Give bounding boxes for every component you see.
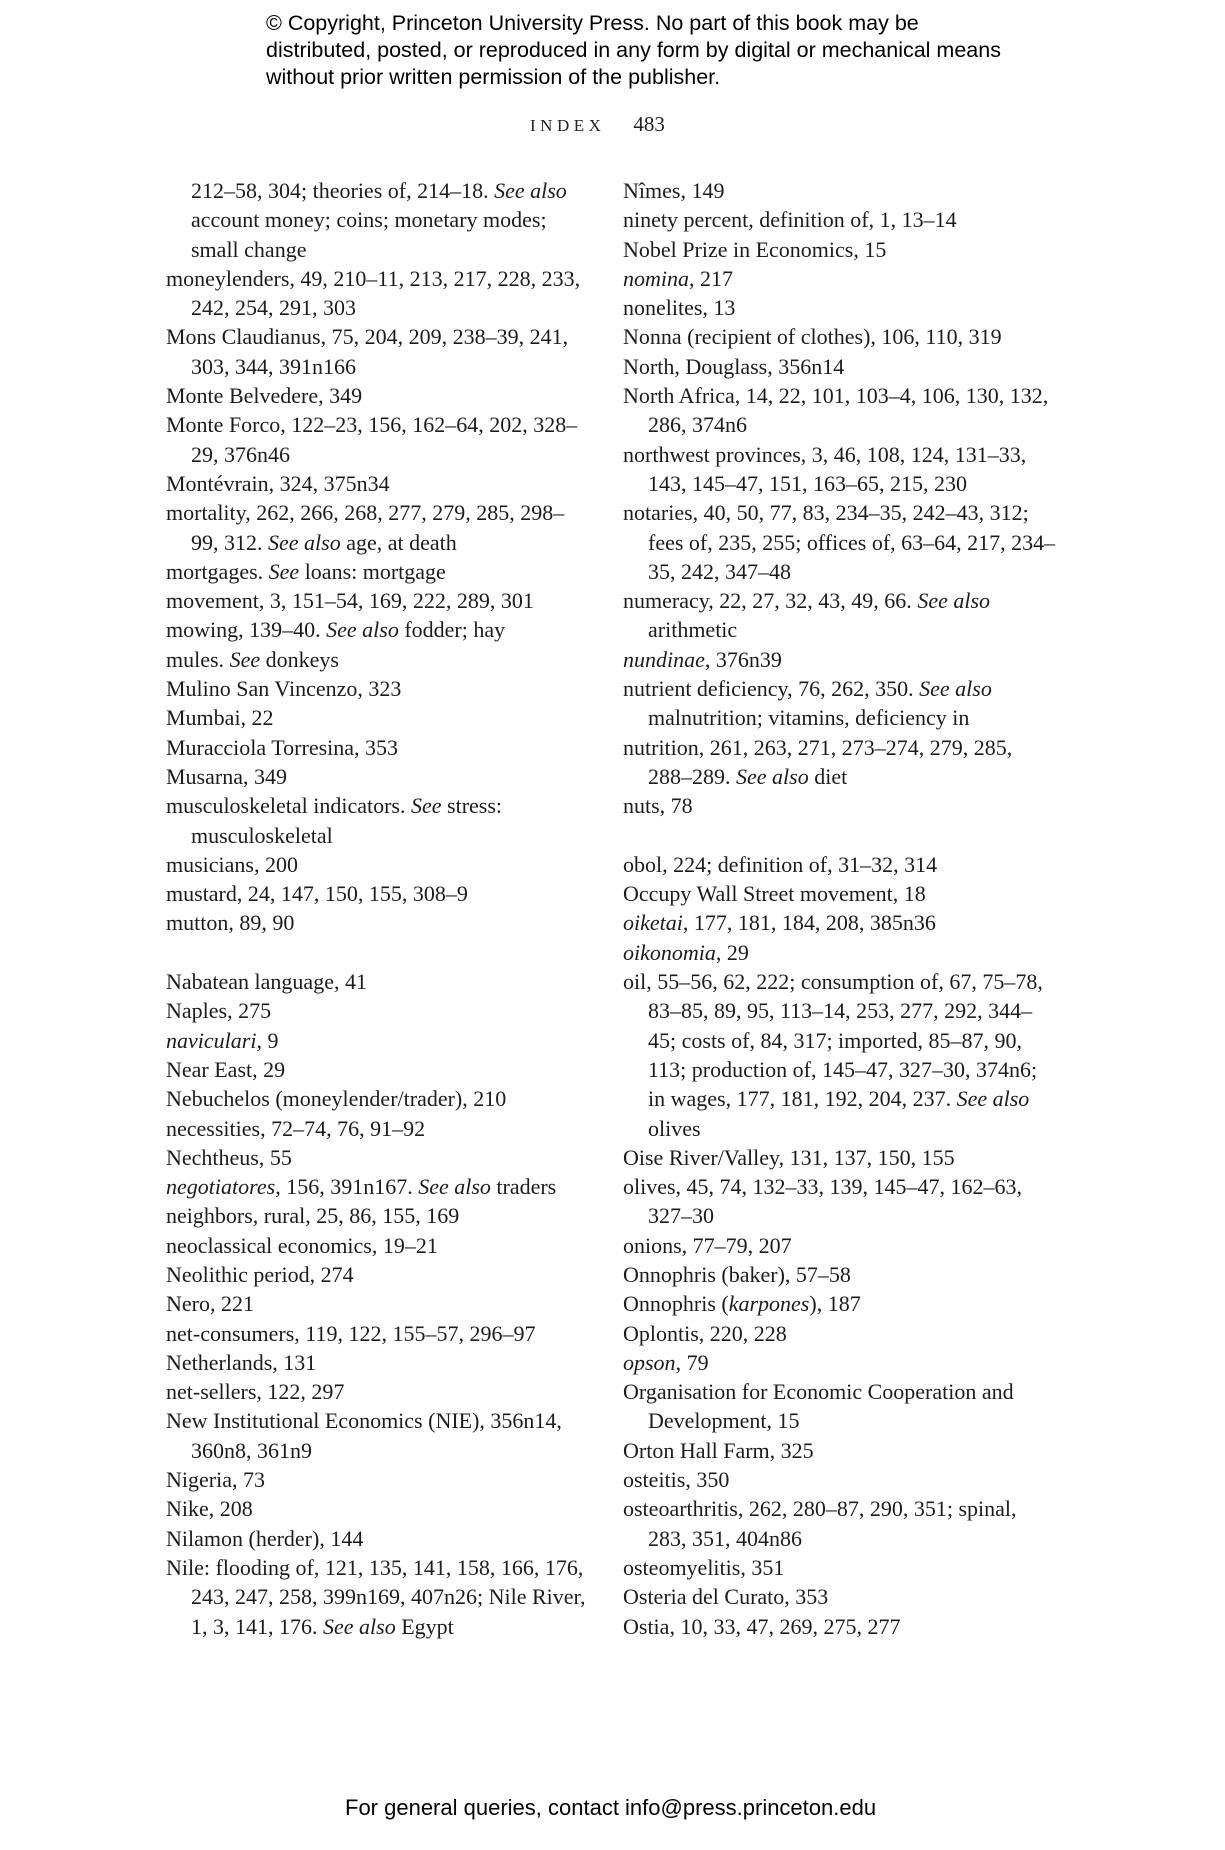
index-entry <box>623 879 1058 908</box>
index-entry <box>166 1377 591 1406</box>
index-entry-text: Muracciola Torresina, 353 <box>166 734 399 760</box>
index-entry <box>623 264 1058 293</box>
index-entry <box>623 293 1058 322</box>
index-entry-text: Oplontis, 220, 228 <box>623 1320 787 1346</box>
index-entry-text: Nilamon (herder), 144 <box>166 1525 364 1551</box>
index-entry <box>166 469 591 498</box>
index-entry-text: Oise River/Valley, 131, 137, 150, 155 <box>623 1144 955 1170</box>
index-entry <box>166 1260 591 1289</box>
section-gap <box>166 938 591 967</box>
index-entry <box>166 703 591 732</box>
index-entry-text: See also <box>494 178 567 203</box>
index-entry-text: Montévrain, 324, 375n34 <box>166 470 390 496</box>
index-entry <box>166 1524 591 1553</box>
index-entry-text: navicular <box>166 1027 251 1053</box>
index-entry-text: nutrient deficiency, 76, 262, 350. <box>623 676 920 702</box>
index-column-left <box>166 176 591 1641</box>
index-entry-text: Musarna, 349 <box>166 763 287 789</box>
contact-footer: For general queries, contact info@press.princeton.edu <box>345 1795 877 1820</box>
index-entry <box>166 1494 591 1523</box>
index-entry <box>166 1114 591 1143</box>
index-entry-text: , 79 <box>675 1349 709 1375</box>
index-entry-text: age, at death <box>340 529 457 555</box>
index-entry-text: onions, 77–79, 207 <box>623 1232 792 1258</box>
index-entry <box>623 1436 1058 1465</box>
index-entry-text: , 177, 181, 184, 208, 385n36 <box>682 910 936 936</box>
index-entry <box>623 322 1058 351</box>
index-entry-text: Ostia, 10, 33, 47, 269, 275, 277 <box>623 1613 901 1639</box>
index-entry-text: necessities, 72–74, 76, 91–92 <box>166 1115 426 1141</box>
index-entry <box>623 1319 1058 1348</box>
index-entry <box>623 1465 1058 1494</box>
index-entry-text: Egypt <box>395 1613 454 1639</box>
index-entry <box>623 733 1058 792</box>
index-entry <box>166 674 591 703</box>
index-entry <box>623 1231 1058 1260</box>
index-entry-text: Osteria del Curato, 353 <box>623 1584 829 1610</box>
index-entry-text: See <box>268 558 300 584</box>
index-entry-text: mortgages. <box>166 558 269 584</box>
index-entry-text: Nîmes, 149 <box>623 178 725 203</box>
index-entry <box>166 645 591 674</box>
index-entry-text: negotiatores <box>166 1174 276 1200</box>
index-entry-text: See also <box>418 1174 491 1200</box>
index-entry <box>166 498 591 557</box>
index-entry-text: oikonomia <box>623 939 716 965</box>
index-entry-text: opson <box>623 1349 676 1375</box>
index-entry <box>166 1553 591 1641</box>
index-entry-text: net-consumers, 119, 122, 155–57, 296–97 <box>166 1320 536 1346</box>
index-entry-text: , 156, 391n167. <box>275 1174 419 1200</box>
index-entry <box>623 908 1058 937</box>
index-entry-text: nonelites, 13 <box>623 295 736 321</box>
index-entry-text: nundinae <box>623 646 705 672</box>
index-entry-text: Nonna (recipient of clothes), 106, 110, 319 <box>623 324 1002 350</box>
index-entry-text: i <box>250 1027 257 1053</box>
index-entry <box>166 879 591 908</box>
index-entry-text: mowing, 139–40. <box>166 617 327 643</box>
index-entry-text: See also <box>917 588 991 614</box>
index-entry-text: Nigeria, 73 <box>166 1467 265 1493</box>
index-entry <box>623 674 1058 733</box>
index-entry <box>166 176 591 264</box>
index-entry-text: malnutrition; vitamins, deficiency in <box>648 705 970 731</box>
index-entry-text: See also <box>268 529 341 555</box>
index-entry <box>623 205 1058 234</box>
index-entry-text: nutrition, 261, 263, 271, 273–274, 279, 285, 288–289. <box>623 734 1013 789</box>
index-entry-text: Netherlands, 131 <box>166 1349 317 1375</box>
index-entry-text: olives, 45, 74, 132–33, 139, 145–47, 162–63, 327–30 <box>623 1174 1023 1229</box>
index-entry-text: oiketai <box>623 910 683 936</box>
index-entry-text: ninety percent, definition of, 1, 13–14 <box>623 207 957 233</box>
index-entry <box>166 1289 591 1318</box>
index-entry-text: , 376n39 <box>704 646 782 672</box>
index-entry <box>623 1260 1058 1289</box>
running-head <box>530 112 665 144</box>
index-entry-text: Nebuchelos (moneylender/trader), 210 <box>166 1086 507 1112</box>
index-entry-text: moneylenders, 49, 210–11, 213, 217, 228, 233, 242, 254, 291, 303 <box>166 265 581 321</box>
index-entry-text: mustard, 24, 147, 150, 155, 308–9 <box>166 881 468 907</box>
index-entry <box>166 1406 591 1465</box>
index-entry-text: See <box>229 646 261 672</box>
index-entry <box>623 1172 1058 1231</box>
index-entry-text: , 217 <box>689 265 733 291</box>
index-column-right <box>623 176 1058 1641</box>
index-entry <box>166 1201 591 1230</box>
index-entry-text: olives <box>648 1115 701 1141</box>
index-entry <box>166 410 591 469</box>
index-entry-text: oil, 55–56, 62, 222; consumption of, 67, 75–78, 83–85, 89, 95, 113–14, 253, 277, 292, 344–45; costs of, 84, 317; imported, 85–87, 90, 113; production of, 145–47, 327–30, 374n6; in wages, 177, 181, 192, 204, 237. <box>623 969 1043 1112</box>
index-entry-text: , 9 <box>256 1027 279 1053</box>
index-entry-text: stress: musculoskeletal <box>191 793 503 848</box>
index-entry-text: traders <box>490 1174 557 1200</box>
index-entry-text: See also <box>919 676 992 702</box>
index-entry-text: musculoskeletal indicators. <box>166 793 411 819</box>
index-entry-text: Nile: flooding of, 121, 135, 141, 158, 166, 176, 243, 247, 258, 399n169, 407n26; Nile River, 1, 3, 141, 176. <box>166 1554 586 1639</box>
index-entry-text: Naples, 275 <box>166 998 272 1024</box>
index-entry-text: notaries, 40, 50, 77, 83, 234–35, 242–43, 312; fees of, 235, 255; offices of, 63–64, 217, 234–35, 242, 347–48 <box>623 500 1056 584</box>
index-entry-text: neighbors, rural, 25, 86, 155, 169 <box>166 1203 460 1229</box>
index-entry <box>623 791 1058 820</box>
index-entry-text: obol, 224; definition of, 31–32, 314 <box>623 851 938 877</box>
index-entry-text: Organisation for Economic Cooperation and Development, 15 <box>623 1379 1014 1434</box>
index-entry-text: Mulino San Vincenzo, 323 <box>166 676 402 702</box>
index-entry <box>623 1582 1058 1611</box>
index-entry <box>623 1553 1058 1582</box>
index-entry-text: Neolithic period, 274 <box>166 1261 354 1287</box>
index-entry <box>623 440 1058 499</box>
index-entry <box>166 733 591 762</box>
index-entry-text: North Africa, 14, 22, 101, 103–4, 106, 130, 132, 286, 374n6 <box>623 383 1049 438</box>
running-head-label: INDEX <box>530 116 606 135</box>
index-entry-text: net-sellers, 122, 297 <box>166 1379 345 1405</box>
index-entry-text: Orton Hall Farm, 325 <box>623 1437 814 1463</box>
index-entry <box>166 381 591 410</box>
index-entry <box>623 235 1058 264</box>
index-entry-text: donkeys <box>260 646 339 672</box>
index-entry-text: Onnophris ( <box>623 1291 729 1317</box>
copyright-notice: © Copyright, Princeton University Press. No part of this book may be distributed, posted, or reproduced in any form by digital or mechanical means without prior written permission of the publisher. <box>266 11 1001 89</box>
index-entry <box>623 1348 1058 1377</box>
index-entry <box>166 1055 591 1084</box>
index-entry-text: See also <box>323 1613 396 1639</box>
index-entry <box>166 1172 591 1201</box>
index-entry <box>166 1319 591 1348</box>
index-entry <box>166 1231 591 1260</box>
index-entry <box>166 967 591 996</box>
index-entry-text: New Institutional Economics (NIE), 356n14, 360n8, 361n9 <box>166 1408 562 1463</box>
index-entry <box>623 176 1058 205</box>
page-number: 483 <box>633 112 665 136</box>
index-entry <box>166 1143 591 1172</box>
index-entry <box>623 1494 1058 1553</box>
index-entry <box>623 850 1058 879</box>
index-entry-text: , 29 <box>715 939 749 965</box>
index-entry-text: Nechtheus, 55 <box>166 1144 292 1170</box>
index-entry-text: neoclassical economics, 19–21 <box>166 1232 438 1258</box>
index-entry-text: diet <box>808 763 848 789</box>
index-entry <box>623 1289 1058 1318</box>
index-entry <box>623 967 1058 1143</box>
index-entry-text: loans: mortgage <box>299 558 446 584</box>
index-entry-text: numeracy, 22, 27, 32, 43, 49, 66. <box>623 588 918 614</box>
index-entry <box>166 264 591 323</box>
index-entry-text: osteoarthritis, 262, 280–87, 290, 351; spinal, 283, 351, 404n86 <box>623 1496 1017 1551</box>
index-entry-text: nomina <box>623 265 689 291</box>
index-entry <box>623 381 1058 440</box>
index-entry-text: northwest provinces, 3, 46, 108, 124, 131–33, 143, 145–47, 151, 163–65, 215, 230 <box>623 441 1027 496</box>
index-entry-text: account money; coins; monetary modes; small change <box>191 207 547 262</box>
index-entry <box>166 1084 591 1113</box>
index-entry <box>166 908 591 937</box>
index-entry <box>623 352 1058 381</box>
index-entry-text: 212–58, 304; theories of, 214–18. <box>191 178 495 203</box>
index-entry-text: Near East, 29 <box>166 1056 286 1082</box>
index-entry-text: Nike, 208 <box>166 1496 253 1522</box>
index-entry-text: See also <box>736 763 809 789</box>
index-entry-text: Monte Forco, 122–23, 156, 162–64, 202, 328–29, 376n46 <box>166 412 578 467</box>
index-entry <box>166 762 591 791</box>
index-entry-text: osteitis, 350 <box>623 1467 730 1493</box>
index-entry-text: arithmetic <box>648 617 738 643</box>
index-entry-text: Mumbai, 22 <box>166 705 274 731</box>
index-entry <box>166 615 591 644</box>
index-entry-text: See <box>411 793 442 819</box>
index-entry-text: musicians, 200 <box>166 851 298 877</box>
index-entry <box>623 498 1058 586</box>
index-entry <box>166 850 591 879</box>
index-entry <box>623 645 1058 674</box>
index-entry <box>623 938 1058 967</box>
index-entry-text: mortality, 262, 266, 268, 277, 279, 285, 298–99, 312. <box>166 500 565 555</box>
index-entry-text: mutton, 89, 90 <box>166 910 295 936</box>
index-entry-text: See also <box>326 617 399 643</box>
index-entry <box>166 996 591 1025</box>
index-entry-text: Monte Belvedere, 349 <box>166 383 363 409</box>
index-entry-text: nuts, 78 <box>623 793 693 819</box>
index-entry-text: Nabatean language, 41 <box>166 969 367 995</box>
index-entry <box>166 1465 591 1494</box>
index-entry-text: osteomyelitis, 351 <box>623 1554 785 1580</box>
index-entry-text: Nero, 221 <box>166 1291 254 1317</box>
index-entry-text: mules. <box>166 646 230 672</box>
index-entry <box>623 1143 1058 1172</box>
index-entry <box>166 322 591 381</box>
index-entry <box>166 586 591 615</box>
section-gap <box>623 821 1058 850</box>
index-entry-text: Occupy Wall Street movement, 18 <box>623 881 926 907</box>
index-entry-text: Nobel Prize in Economics, 15 <box>623 236 887 262</box>
index-entry <box>623 1612 1058 1641</box>
index-entry-text: North, Douglass, 356n14 <box>623 353 845 379</box>
index-entry-text: Onnophris (baker), 57–58 <box>623 1261 851 1287</box>
index-entry <box>623 1377 1058 1436</box>
index-entry <box>166 557 591 586</box>
index-entry-text: Mons Claudianus, 75, 204, 209, 238–39, 241, 303, 344, 391n166 <box>166 324 569 379</box>
index-entry-text: ), 187 <box>809 1291 861 1317</box>
index-entry <box>166 1026 591 1055</box>
index-entry <box>623 586 1058 645</box>
index-entry-text: fodder; hay <box>398 617 506 643</box>
index-entry-text: See also <box>956 1086 1030 1112</box>
index-entry-text: movement, 3, 151–54, 169, 222, 289, 301 <box>166 588 534 614</box>
index-entry <box>166 1348 591 1377</box>
index-entry <box>166 791 591 850</box>
index-entry-text: karpones <box>728 1291 810 1317</box>
